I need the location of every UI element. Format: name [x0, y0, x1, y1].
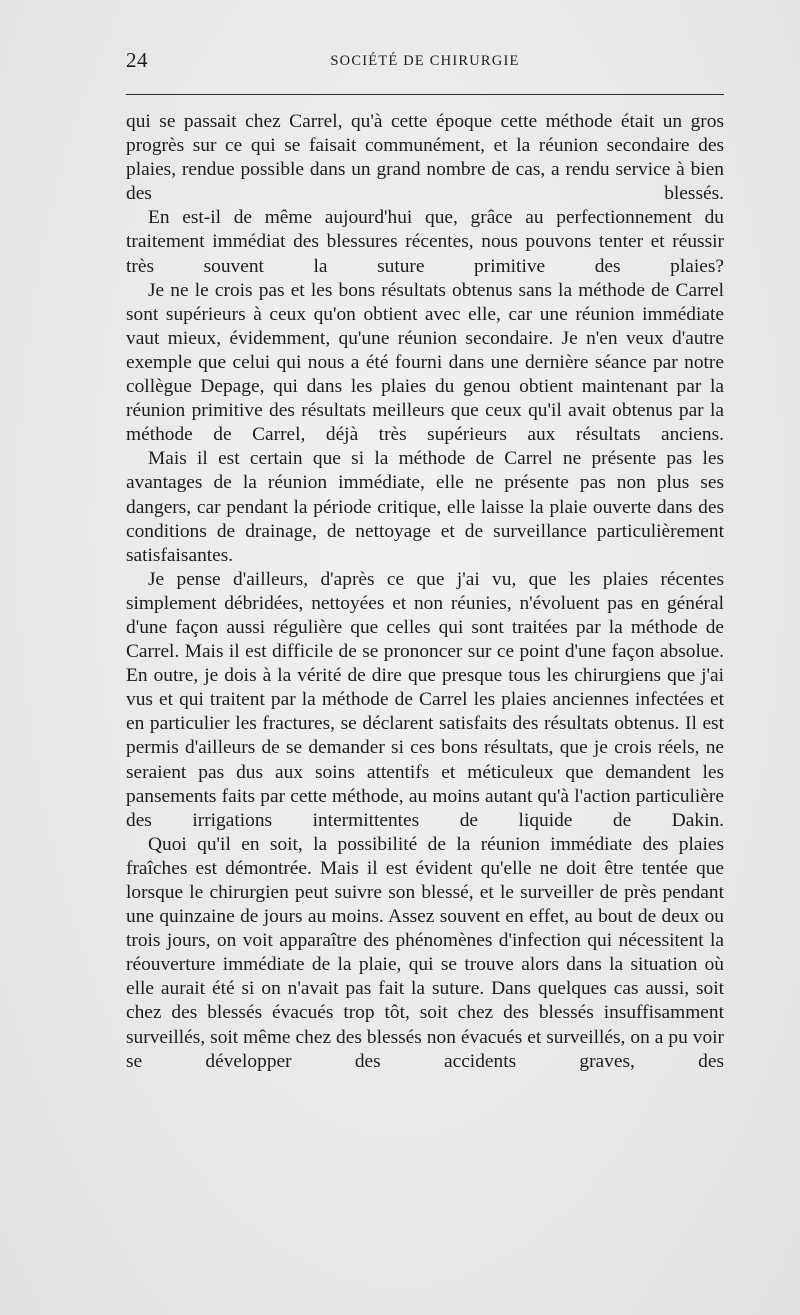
paragraph: Mais il est certain que si la méthode de Carrel ne présente pas les avantages de la réunion immédiate, elle ne présente pas non plus ses dangers, car pendant la période critique, elle laisse la plaie ouverte dans des conditions de drainage, de nettoyage et de surveillance particulièrement satisfaisantes. [126, 448, 724, 566]
header-rule [126, 94, 724, 95]
paragraph: En est-il de même aujourd'hui que, grâce au perfectionnement du traitement immédiat des blessures récentes, nous pouvons tenter et réussir très souvent la suture primitive des plaies? [126, 207, 724, 277]
paragraph-continued: qui se passait chez Carrel, qu'à cette époque cette méthode était un gros progrès sur ce qui se faisait communément, et la réunion secondaire des plaies, rendue possible dans un grand nombre de cas, a rendu service à bien des blessés. [126, 111, 724, 205]
body-text [126, 110, 724, 1074]
page-number: 24 [126, 48, 148, 72]
paragraph: Je pense d'ailleurs, d'après ce que j'ai vu, que les plaies récentes simplement débridées, nettoyées et non réunies, n'évoluent pas en général d'une façon aussi régulière que celles qui sont traitées par la méthode de Carrel. Mais il est difficile de se prononcer sur ce point d'une façon absolue. En outre, je dois à la vérité de dire que presque tous les chirurgiens que j'ai vus et qui traitent par la méthode de Carrel les plaies anciennes infectées et en particulier les fractures, se déclarent satisfaits des résultats obtenus. Il est permis d'ailleurs de se demander si ces bons résultats, que je crois réels, ne seraient pas dus aux soins attentifs et méticuleux que demandent les pansements faits par cette méthode, au moins autant qu'à l'action particulière des irrigations intermittentes de liquide de Dakin. [126, 568, 724, 831]
running-head: SOCIÉTÉ DE CHIRURGIE [330, 53, 520, 69]
page-header [126, 48, 724, 80]
paragraph-continues-next-page: Quoi qu'il en soit, la possibilité de la réunion immédiate des plaies fraîches est démontrée. Mais il est évident qu'elle ne doit être tentée que lorsque le chirurgien peut suivre son blessé, et le surveiller de près pendant une quinzaine de jours au moins. Assez souvent en effet, au bout de deux ou trois jours, on voit apparaître des phénomènes d'infection qui nécessitent la réouverture immédiate de la plaie, qui se trouve alors dans la situation où elle aurait été si on n'avait pas fait la suture. Dans quelques cas aussi, soit chez des blessés évacués trop tôt, soit chez des blessés insuffisamment surveillés, soit même chez des blessés non évacués et surveillés, on a pu voir se développer des accidents graves, des [126, 833, 724, 1072]
paragraph: Je ne le crois pas et les bons résultats obtenus sans la méthode de Carrel sont supérieurs à ceux qu'on obtient avec elle, car une réunion immédiate vaut mieux, évidemment, qu'une réunion secondaire. Je n'en veux d'autre exemple que celui qui nous a été fourni dans une dernière séance par notre collègue Depage, qui dans les plaies du genou obtient maintenant par la réunion primitive des résultats meilleurs que ceux qu'il avait obtenus par la méthode de Carrel, déjà très supérieurs aux résultats anciens. [126, 279, 724, 446]
